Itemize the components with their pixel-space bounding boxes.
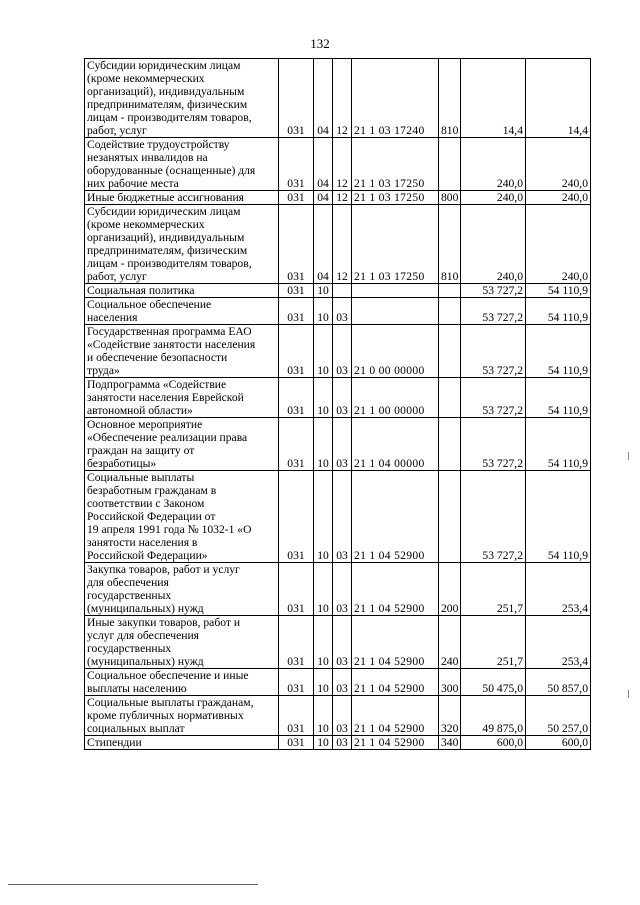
- cell-rz: 10: [314, 378, 333, 418]
- cell-pr: 03: [333, 616, 352, 669]
- cell-pr: 03: [333, 471, 352, 563]
- cell-amount-year2: 240,0: [526, 191, 591, 205]
- cell-ved: 031: [279, 563, 314, 616]
- cell-ved: 031: [279, 59, 314, 138]
- cell-expense-type: 800: [439, 191, 461, 205]
- cell-target-article: 21 0 00 00000: [352, 325, 439, 378]
- cell-ved: 031: [279, 616, 314, 669]
- cell-pr: 03: [333, 378, 352, 418]
- cell-ved: 031: [279, 669, 314, 696]
- cell-amount-year1: 240,0: [461, 191, 526, 205]
- cell-name: Подпрограмма «Содействие занятости населения Еврейской автономной области»: [85, 378, 279, 418]
- cell-target-article: [352, 284, 439, 298]
- cell-expense-type: 300: [439, 669, 461, 696]
- cell-rz: 10: [314, 669, 333, 696]
- table-row: [85, 616, 591, 669]
- cell-amount-year1: 14,4: [461, 59, 526, 138]
- cell-target-article: 21 1 04 52900: [352, 736, 439, 750]
- cell-rz: 10: [314, 298, 333, 325]
- cell-name: Основное мероприятие «Обеспечение реализации права граждан на защиту от безработицы»: [85, 418, 279, 471]
- cell-amount-year2: 54 110,9: [526, 325, 591, 378]
- table-row: [85, 59, 591, 138]
- cell-amount-year2: 54 110,9: [526, 471, 591, 563]
- cell-expense-type: [439, 298, 461, 325]
- cell-amount-year2: 240,0: [526, 138, 591, 191]
- table-row: [85, 736, 591, 750]
- cell-expense-type: 340: [439, 736, 461, 750]
- scan-mark: [628, 690, 629, 698]
- cell-pr: 03: [333, 696, 352, 736]
- cell-expense-type: [439, 138, 461, 191]
- cell-ved: 031: [279, 191, 314, 205]
- cell-name: Социальные выплаты гражданам, кроме публичных нормативных социальных выплат: [85, 696, 279, 736]
- cell-name: Иные закупки товаров, работ и услуг для обеспечения государственных (муниципальных) нужд: [85, 616, 279, 669]
- cell-ved: 031: [279, 138, 314, 191]
- cell-rz: 04: [314, 59, 333, 138]
- cell-pr: [333, 284, 352, 298]
- table-row: [85, 298, 591, 325]
- cell-name: Социальные выплаты безработным гражданам в соответствии с Законом Российской Федерации от 19 апреля 1991 года № 1032-1 «О занятости населения в Российской Федерации»: [85, 471, 279, 563]
- cell-amount-year2: 50 857,0: [526, 669, 591, 696]
- cell-expense-type: [439, 325, 461, 378]
- cell-ved: 031: [279, 298, 314, 325]
- cell-pr: 03: [333, 563, 352, 616]
- cell-amount-year1: 53 727,2: [461, 471, 526, 563]
- cell-target-article: [352, 298, 439, 325]
- cell-rz: 10: [314, 736, 333, 750]
- cell-rz: 10: [314, 616, 333, 669]
- cell-amount-year2: 54 110,9: [526, 378, 591, 418]
- cell-pr: 03: [333, 736, 352, 750]
- cell-rz: 04: [314, 205, 333, 284]
- table-row: [85, 205, 591, 284]
- cell-expense-type: [439, 378, 461, 418]
- cell-pr: 03: [333, 418, 352, 471]
- cell-rz: 10: [314, 325, 333, 378]
- table-row: [85, 378, 591, 418]
- cell-pr: 12: [333, 191, 352, 205]
- cell-name: Закупка товаров, работ и услуг для обеспечения государственных (муниципальных) нужд: [85, 563, 279, 616]
- cell-amount-year1: 53 727,2: [461, 378, 526, 418]
- cell-name: Иные бюджетные ассигнования: [85, 191, 279, 205]
- cell-amount-year2: 54 110,9: [526, 298, 591, 325]
- cell-amount-year1: 50 475,0: [461, 669, 526, 696]
- cell-target-article: 21 1 03 17240: [352, 59, 439, 138]
- cell-target-article: 21 1 00 00000: [352, 378, 439, 418]
- cell-amount-year1: 251,7: [461, 563, 526, 616]
- cell-amount-year1: 49 875,0: [461, 696, 526, 736]
- cell-amount-year1: 240,0: [461, 205, 526, 284]
- cell-amount-year1: 53 727,2: [461, 298, 526, 325]
- cell-expense-type: 240: [439, 616, 461, 669]
- table-row: [85, 696, 591, 736]
- cell-ved: 031: [279, 284, 314, 298]
- cell-name: Государственная программа ЕАО «Содействие занятости населения и обеспечение безопасности труда»: [85, 325, 279, 378]
- cell-amount-year2: 240,0: [526, 205, 591, 284]
- cell-name: Социальное обеспечение и иные выплаты населению: [85, 669, 279, 696]
- cell-pr: 12: [333, 59, 352, 138]
- table-row: [85, 138, 591, 191]
- cell-expense-type: 320: [439, 696, 461, 736]
- cell-expense-type: 810: [439, 205, 461, 284]
- cell-amount-year2: 600,0: [526, 736, 591, 750]
- table-row: [85, 191, 591, 205]
- cell-amount-year2: 54 110,9: [526, 284, 591, 298]
- cell-target-article: 21 1 03 17250: [352, 191, 439, 205]
- cell-amount-year2: 54 110,9: [526, 418, 591, 471]
- cell-pr: 12: [333, 205, 352, 284]
- cell-rz: 04: [314, 191, 333, 205]
- cell-pr: 12: [333, 138, 352, 191]
- cell-target-article: 21 1 04 52900: [352, 696, 439, 736]
- cell-amount-year2: 253,4: [526, 563, 591, 616]
- table-row: [85, 325, 591, 378]
- cell-target-article: 21 1 03 17250: [352, 205, 439, 284]
- cell-target-article: 21 1 03 17250: [352, 138, 439, 191]
- table-row: [85, 563, 591, 616]
- cell-ved: 031: [279, 696, 314, 736]
- cell-name: Социальное обеспечение населения: [85, 298, 279, 325]
- table-row: [85, 471, 591, 563]
- cell-rz: 10: [314, 418, 333, 471]
- cell-amount-year1: 53 727,2: [461, 325, 526, 378]
- table-row: [85, 669, 591, 696]
- cell-name: Субсидии юридическим лицам (кроме некоммерческих организаций), индивидуальным предпринимателям, физическим лицам - производителям товаров, работ, услуг: [85, 205, 279, 284]
- cell-ved: 031: [279, 378, 314, 418]
- cell-expense-type: 200: [439, 563, 461, 616]
- table-body: [85, 59, 591, 750]
- cell-ved: 031: [279, 205, 314, 284]
- cell-pr: 03: [333, 669, 352, 696]
- scan-mark: [628, 452, 629, 460]
- table-row: [85, 418, 591, 471]
- cell-amount-year1: 251,7: [461, 616, 526, 669]
- cell-name: Социальная политика: [85, 284, 279, 298]
- table-row: [85, 284, 591, 298]
- cell-ved: 031: [279, 471, 314, 563]
- cell-amount-year1: 240,0: [461, 138, 526, 191]
- cell-name: Содействие трудоустройству незанятых инвалидов на оборудованные (оснащенные) для них рабочие места: [85, 138, 279, 191]
- budget-table: [84, 58, 591, 750]
- scan-edge-line: [8, 884, 258, 885]
- cell-target-article: 21 1 04 52900: [352, 563, 439, 616]
- cell-rz: 10: [314, 696, 333, 736]
- cell-amount-year1: 53 727,2: [461, 418, 526, 471]
- cell-expense-type: 810: [439, 59, 461, 138]
- cell-amount-year2: 50 257,0: [526, 696, 591, 736]
- cell-amount-year1: 600,0: [461, 736, 526, 750]
- cell-rz: 10: [314, 284, 333, 298]
- cell-target-article: 21 1 04 52900: [352, 471, 439, 563]
- page-number: 132: [310, 36, 330, 51]
- cell-ved: 031: [279, 736, 314, 750]
- cell-pr: 03: [333, 298, 352, 325]
- cell-name: Субсидии юридическим лицам (кроме некоммерческих организаций), индивидуальным предпринимателям, физическим лицам - производителям товаров, работ, услуг: [85, 59, 279, 138]
- cell-amount-year2: 253,4: [526, 616, 591, 669]
- cell-pr: 03: [333, 325, 352, 378]
- cell-rz: 10: [314, 563, 333, 616]
- cell-name: Стипендии: [85, 736, 279, 750]
- cell-expense-type: [439, 418, 461, 471]
- cell-target-article: 21 1 04 52900: [352, 616, 439, 669]
- cell-expense-type: [439, 284, 461, 298]
- cell-ved: 031: [279, 325, 314, 378]
- cell-target-article: 21 1 04 00000: [352, 418, 439, 471]
- cell-rz: 10: [314, 471, 333, 563]
- cell-amount-year2: 14,4: [526, 59, 591, 138]
- cell-expense-type: [439, 471, 461, 563]
- cell-rz: 04: [314, 138, 333, 191]
- cell-amount-year1: 53 727,2: [461, 284, 526, 298]
- cell-target-article: 21 1 04 52900: [352, 669, 439, 696]
- cell-ved: 031: [279, 418, 314, 471]
